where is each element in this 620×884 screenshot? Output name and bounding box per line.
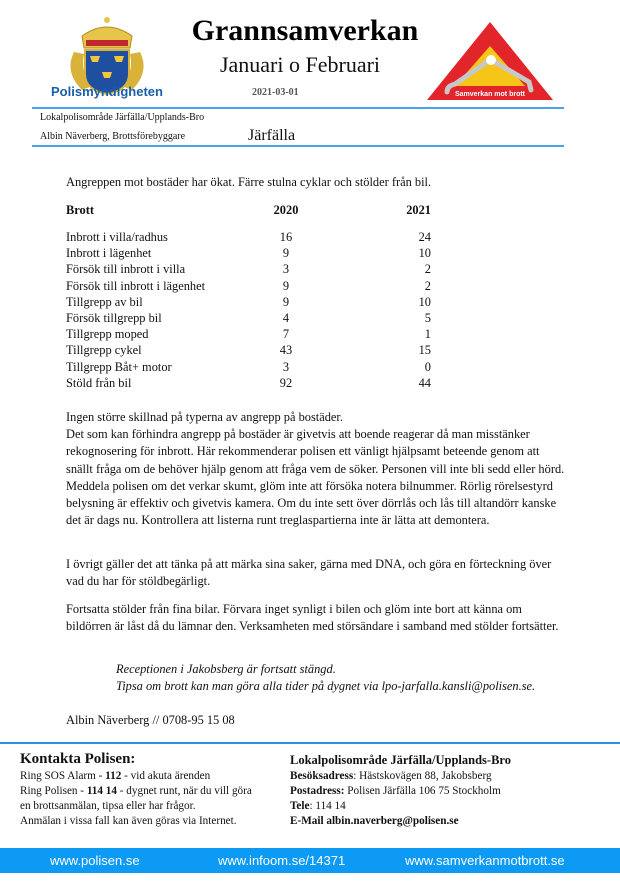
page-title: Grannsamverkan (191, 14, 419, 47)
value-2020: 9 (282, 246, 290, 261)
author: Albin Näverberg, Brottsförebyggare (40, 131, 186, 142)
value-2021: 1 (424, 327, 431, 342)
municipality: Järfälla (248, 127, 296, 144)
crime-type: Försök till inbrott i villa (66, 262, 186, 277)
contact-report: en brottsanmälan, tipsa eller har frågor. (20, 800, 196, 812)
crime-statistics-table (66, 203, 446, 392)
notice-tips: Tipsa om brott kan man göra alla tider på dygnet via lpo-jarfalla.kansli@polisen.se. (116, 679, 536, 693)
value-2020: 9 (282, 294, 290, 309)
value-2020: 16 (279, 230, 293, 244)
table-row (66, 343, 446, 359)
crime-type: Tillgrepp moped (66, 327, 149, 342)
value-2020: 9 (282, 278, 290, 293)
table-row (66, 327, 446, 343)
office-email[interactable]: E-Mail albin.naverberg@polisen.se (290, 815, 459, 827)
table-row (66, 360, 446, 376)
value-2021: 0 (424, 359, 431, 374)
office-post-address: Postadress: Polisen Järfälla 106 75 Stockholm (290, 785, 501, 797)
crime-type: Stöld från bil (66, 375, 132, 390)
intro-text: Angreppen mot bostäder har ökat. Färre stulna cyklar och stölder från bil. (66, 175, 432, 189)
crime-type: Tillgrepp Båt+ motor (66, 359, 172, 374)
contact-title: Kontakta Polisen: (20, 751, 136, 767)
crime-type: Inbrott i villa/radhus (66, 230, 168, 244)
crime-type: Inbrott i lägenhet (66, 246, 152, 261)
header-2021: 2021 (406, 203, 431, 217)
table-row (66, 262, 446, 278)
link-polisen[interactable]: www.polisen.se (50, 853, 140, 868)
table-row (66, 230, 446, 246)
divider (32, 107, 564, 109)
value-2021: 2 (424, 262, 431, 277)
header-brott: Brott (66, 203, 94, 217)
office-title: Lokalpolisområde Järfälla/Upplands-Bro (290, 753, 511, 767)
paragraph-1: Det som kan förhindra angrepp på bostäder är givetvis att boende reagerar då man misstänker rekognosering för inbrott. Här rekommenderar polisen ett vänligt hjälpsamt beteende genom att snällt fråga om de behöver hjälp genom att fråga vem de söker. Personen vill inte bli sedd eller hörd. Meddela polisen om det verkar skumt, glöm inte att försöka notera bilnummer. Rörlig rörelsestyrd belysning är effektiv och givetvis kamera. Om du inte sett över dörrlås och lås till altandörr kanske det är dags nu. Kontrollera att listerna runt treglaspartierna inte är lätta att demontera. (66, 427, 565, 528)
logo-tagline: Samverkan mot brott (454, 91, 526, 98)
police-area: Lokalpolisområde Järfälla/Upplands-Bro (40, 112, 205, 123)
value-2021: 5 (424, 310, 431, 325)
paragraph-2: I övrigt gäller det att tänka på att märka sina saker, gärna med DNA, och göra en förteckning över vad du har för stöldbegärligt. (66, 557, 552, 589)
samverkan-mot-brott-logo (425, 20, 555, 102)
value-2021: 2 (424, 278, 431, 293)
crime-type: Försök tillgrepp bil (66, 310, 162, 325)
office-visit-address: Besöksadress: Hästskovägen 88, Jakobsberg (290, 770, 492, 782)
divider (32, 145, 564, 147)
value-2020: 3 (282, 359, 290, 374)
crime-type: Tillgrepp av bil (66, 294, 143, 309)
document-date: 2021-03-01 (252, 87, 299, 98)
crime-type: Tillgrepp cykel (66, 343, 142, 358)
value-2021: 24 (418, 230, 431, 244)
value-2021: 10 (418, 246, 431, 261)
table-header (66, 203, 446, 230)
page-subtitle: Januari o Februari (219, 52, 381, 77)
paragraph-3: Fortsatta stölder från fina bilar. Förvara inget synligt i bilen och glöm inte bort att känna om bildörren är låst då du lämnar den. Verksamheten med störsändare i samband med stölder fortsätter. (66, 602, 559, 634)
value-2020: 7 (282, 327, 290, 342)
link-infoom[interactable]: www.infoom.se/14371 (218, 853, 346, 868)
value-2020: 43 (279, 343, 293, 358)
link-samverkanmotbrott[interactable]: www.samverkanmotbrott.se (405, 853, 565, 868)
crime-type: Försök till inbrott i lägenhet (66, 278, 206, 293)
contact-internet: Anmälan i vissa fall kan även göras via Internet. (20, 815, 237, 827)
table-row (66, 295, 446, 311)
value-2021: 44 (418, 375, 431, 390)
value-2021: 10 (418, 294, 431, 309)
value-2020: 3 (282, 262, 290, 277)
value-2020: 92 (279, 375, 293, 390)
agency-name: Polismyndigheten (51, 84, 163, 99)
contact-police: Ring Polisen - 114 14 - dygnet runt, när du vill göra (20, 785, 252, 797)
table-row (66, 376, 446, 392)
value-2020: 4 (282, 310, 290, 325)
table-row (66, 311, 446, 327)
office-phone: Tele: 114 14 (290, 800, 346, 812)
signature: Albin Näverberg // 0708-95 15 08 (66, 713, 235, 727)
table-row (66, 246, 446, 262)
table-row (66, 279, 446, 295)
contact-sos: Ring SOS Alarm - 112 - vid akuta ärenden (20, 770, 211, 782)
footer-divider (0, 742, 620, 744)
notice-reception: Receptionen i Jakobsberg är fortsatt stängd. (116, 662, 336, 676)
value-2021: 15 (418, 343, 431, 358)
header-2020: 2020 (273, 203, 299, 217)
paragraph-1-line-1: Ingen större skillnad på typerna av angrepp på bostäder. (66, 410, 343, 424)
